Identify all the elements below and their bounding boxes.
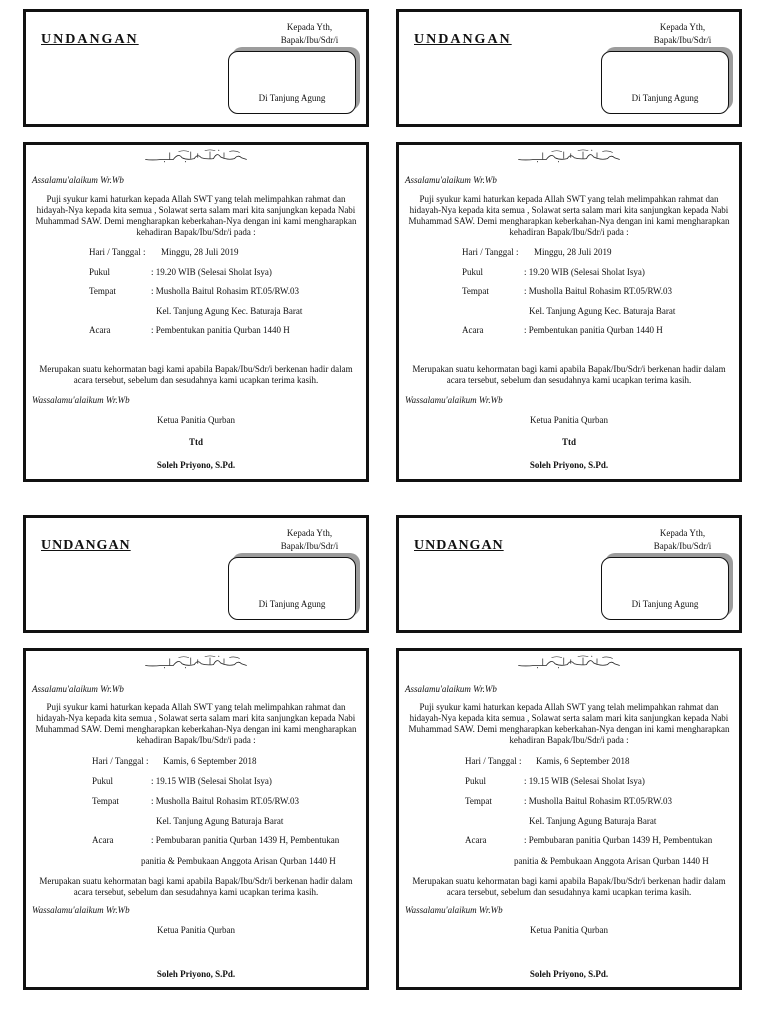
place-label: Tempat [465, 796, 492, 806]
envelope-card-1 [23, 9, 369, 127]
event-label: Acara [92, 835, 114, 845]
place-value-line-2: Kel. Tanjung Agung Baturaja Barat [156, 816, 284, 826]
recipient-label [625, 21, 740, 47]
place-value-line-2: Kel. Tanjung Agung Kec. Baturaja Barat [529, 306, 676, 316]
event-value-line-2: panitia & Pembukaan Anggota Arisan Qurban 1440 H [514, 856, 709, 866]
time-value: : 19.15 WIB (Selesai Sholat Isya) [524, 776, 645, 786]
closing-greeting: Wassalamu'alaikum Wr.Wb [32, 905, 130, 915]
time-label: Pukul [462, 267, 484, 277]
place-value: : Musholla Baitul Rohasim RT.05/RW.03 [524, 796, 672, 806]
signer-name: Soleh Priyono, S.Pd. [529, 460, 609, 470]
date-label: Hari / Tanggal : [462, 247, 519, 257]
place-value: : Musholla Baitul Rohasim RT.05/RW.03 [151, 286, 299, 296]
envelope-title: UNDANGAN [414, 32, 512, 47]
signer-name: Soleh Priyono, S.Pd. [529, 969, 609, 979]
closing-greeting: Wassalamu'alaikum Wr.Wb [32, 395, 130, 405]
event-value: : Pembentukan panitia Qurban 1440 H [151, 325, 290, 335]
opening-greeting: Assalamu'alaikum Wr.Wb [405, 684, 497, 694]
bismillah-calligraphy [399, 655, 739, 674]
letter-card-4 [396, 648, 742, 990]
letter-card-2 [396, 142, 742, 482]
recipient-line-2: Bapak/Ibu/Sdr/i [280, 541, 339, 551]
envelope-title: UNDANGAN [414, 538, 504, 553]
signer-title: Ketua Panitia Qurban [530, 415, 608, 425]
event-label: Acara [462, 325, 484, 335]
signer-name: Soleh Priyono, S.Pd. [156, 460, 236, 470]
intro-paragraph: Puji syukur kami haturkan kepada Allah SWT yang telah melimpahkan rahmat dan hidayah-Nya kepada kita semua , Solawat serta salam mari kita sanjungkan kepada Nabi Muhammad SAW. Demi mengharapkan keberkahan-Nya dengan ini kami mengharapkan kehadiran Bapak/Ibu/Sdr/i pada : [408, 194, 730, 237]
address-text: Di Tanjung Agung [631, 93, 699, 103]
intro-paragraph: Puji syukur kami haturkan kepada Allah SWT yang telah melimpahkan rahmat dan hidayah-Nya kepada kita semua , Solawat serta salam mari kita sanjungkan kepada Nabi Muhammad SAW. Demi mengharapkan keberkahan-Nya dengan ini kami mengharapkan kehadiran Bapak/Ibu/Sdr/i pada : [35, 702, 357, 745]
address-text: Di Tanjung Agung [631, 599, 699, 609]
closing-paragraph: Merupakan suatu kehormatan bagi kami apabila Bapak/Ibu/Sdr/i berkenan hadir dalam acara tersebut, sebelum dan sesudahnya kami ucapkan terima kasih. [39, 876, 353, 897]
date-label: Hari / Tanggal : [465, 756, 522, 766]
address-box [228, 557, 356, 620]
place-label: Tempat [89, 286, 116, 296]
intro-paragraph: Puji syukur kami haturkan kepada Allah SWT yang telah melimpahkan rahmat dan hidayah-Nya kepada kita semua , Solawat serta salam mari kita sanjungkan kepada Nabi Muhammad SAW. Demi mengharapkan keberkahan-Nya dengan ini kami mengharapkan kehadiran Bapak/Ibu/Sdr/i pada : [35, 194, 357, 237]
date-value: Minggu, 28 Juli 2019 [534, 247, 612, 257]
time-value: : 19.20 WIB (Selesai Sholat Isya) [151, 267, 272, 277]
recipient-label [252, 527, 367, 553]
time-value: : 19.15 WIB (Selesai Sholat Isya) [151, 776, 272, 786]
place-value: : Musholla Baitul Rohasim RT.05/RW.03 [151, 796, 299, 806]
recipient-line-2: Bapak/Ibu/Sdr/i [653, 541, 712, 551]
place-label: Tempat [462, 286, 489, 296]
event-value: : Pembentukan panitia Qurban 1440 H [524, 325, 663, 335]
time-value: : 19.20 WIB (Selesai Sholat Isya) [524, 267, 645, 277]
envelope-card-3 [23, 515, 369, 633]
signer-title: Ketua Panitia Qurban [157, 925, 235, 935]
envelope-title: UNDANGAN [41, 538, 131, 553]
date-value: Kamis, 6 September 2018 [536, 756, 630, 766]
bismillah-calligraphy [26, 655, 366, 674]
recipient-line-1: Kepada Yth, [659, 22, 706, 32]
recipient-line-2: Bapak/Ibu/Sdr/i [280, 35, 339, 45]
place-value-line-2: Kel. Tanjung Agung Kec. Baturaja Barat [156, 306, 303, 316]
address-text: Di Tanjung Agung [258, 599, 326, 609]
signer-title: Ketua Panitia Qurban [530, 925, 608, 935]
intro-paragraph: Puji syukur kami haturkan kepada Allah SWT yang telah melimpahkan rahmat dan hidayah-Nya kepada kita semua , Solawat serta salam mari kita sanjungkan kepada Nabi Muhammad SAW. Demi mengharapkan keberkahan-Nya dengan ini kami mengharapkan kehadiran Bapak/Ibu/Sdr/i pada : [408, 702, 730, 745]
event-value: : Pembubaran panitia Qurban 1439 H, Pembentukan [151, 835, 340, 845]
address-box [601, 557, 729, 620]
date-value: Minggu, 28 Juli 2019 [161, 247, 239, 257]
letter-card-3 [23, 648, 369, 990]
signer-title: Ketua Panitia Qurban [157, 415, 235, 425]
bismillah-calligraphy [399, 149, 739, 168]
opening-greeting: Assalamu'alaikum Wr.Wb [405, 175, 497, 185]
address-text: Di Tanjung Agung [258, 93, 326, 103]
closing-paragraph: Merupakan suatu kehormatan bagi kami apabila Bapak/Ibu/Sdr/i berkenan hadir dalam acara tersebut, sebelum dan sesudahnya kami ucapkan terima kasih. [412, 876, 726, 897]
bismillah-calligraphy [26, 149, 366, 168]
time-label: Pukul [465, 776, 487, 786]
address-box [228, 51, 356, 114]
opening-greeting: Assalamu'alaikum Wr.Wb [32, 684, 124, 694]
recipient-line-1: Kepada Yth, [286, 528, 333, 538]
recipient-line-2: Bapak/Ibu/Sdr/i [653, 35, 712, 45]
date-label: Hari / Tanggal : [89, 247, 146, 257]
event-label: Acara [89, 325, 111, 335]
time-label: Pukul [89, 267, 111, 277]
signature-mark: Ttd [188, 437, 203, 447]
event-value: : Pembubaran panitia Qurban 1439 H, Pembentukan [524, 835, 713, 845]
date-value: Kamis, 6 September 2018 [163, 756, 257, 766]
signer-name: Soleh Priyono, S.Pd. [156, 969, 236, 979]
recipient-line-1: Kepada Yth, [659, 528, 706, 538]
time-label: Pukul [92, 776, 114, 786]
date-label: Hari / Tanggal : [92, 756, 149, 766]
letter-card-1 [23, 142, 369, 482]
address-box [601, 51, 729, 114]
event-label: Acara [465, 835, 487, 845]
recipient-line-1: Kepada Yth, [286, 22, 333, 32]
closing-greeting: Wassalamu'alaikum Wr.Wb [405, 905, 503, 915]
recipient-label [252, 21, 367, 47]
envelope-card-2 [396, 9, 742, 127]
place-value-line-2: Kel. Tanjung Agung Baturaja Barat [529, 816, 657, 826]
place-value: : Musholla Baitul Rohasim RT.05/RW.03 [524, 286, 672, 296]
opening-greeting: Assalamu'alaikum Wr.Wb [32, 175, 124, 185]
event-value-line-2: panitia & Pembukaan Anggota Arisan Qurban 1440 H [141, 856, 336, 866]
envelope-title: UNDANGAN [41, 32, 139, 47]
signature-mark: Ttd [561, 437, 576, 447]
place-label: Tempat [92, 796, 119, 806]
recipient-label [625, 527, 740, 553]
closing-greeting: Wassalamu'alaikum Wr.Wb [405, 395, 503, 405]
envelope-card-4 [396, 515, 742, 633]
closing-paragraph: Merupakan suatu kehormatan bagi kami apabila Bapak/Ibu/Sdr/i berkenan hadir dalam acara tersebut, sebelum dan sesudahnya kami ucapkan terima kasih. [39, 364, 353, 385]
closing-paragraph: Merupakan suatu kehormatan bagi kami apabila Bapak/Ibu/Sdr/i berkenan hadir dalam acara tersebut, sebelum dan sesudahnya kami ucapkan terima kasih. [412, 364, 726, 385]
